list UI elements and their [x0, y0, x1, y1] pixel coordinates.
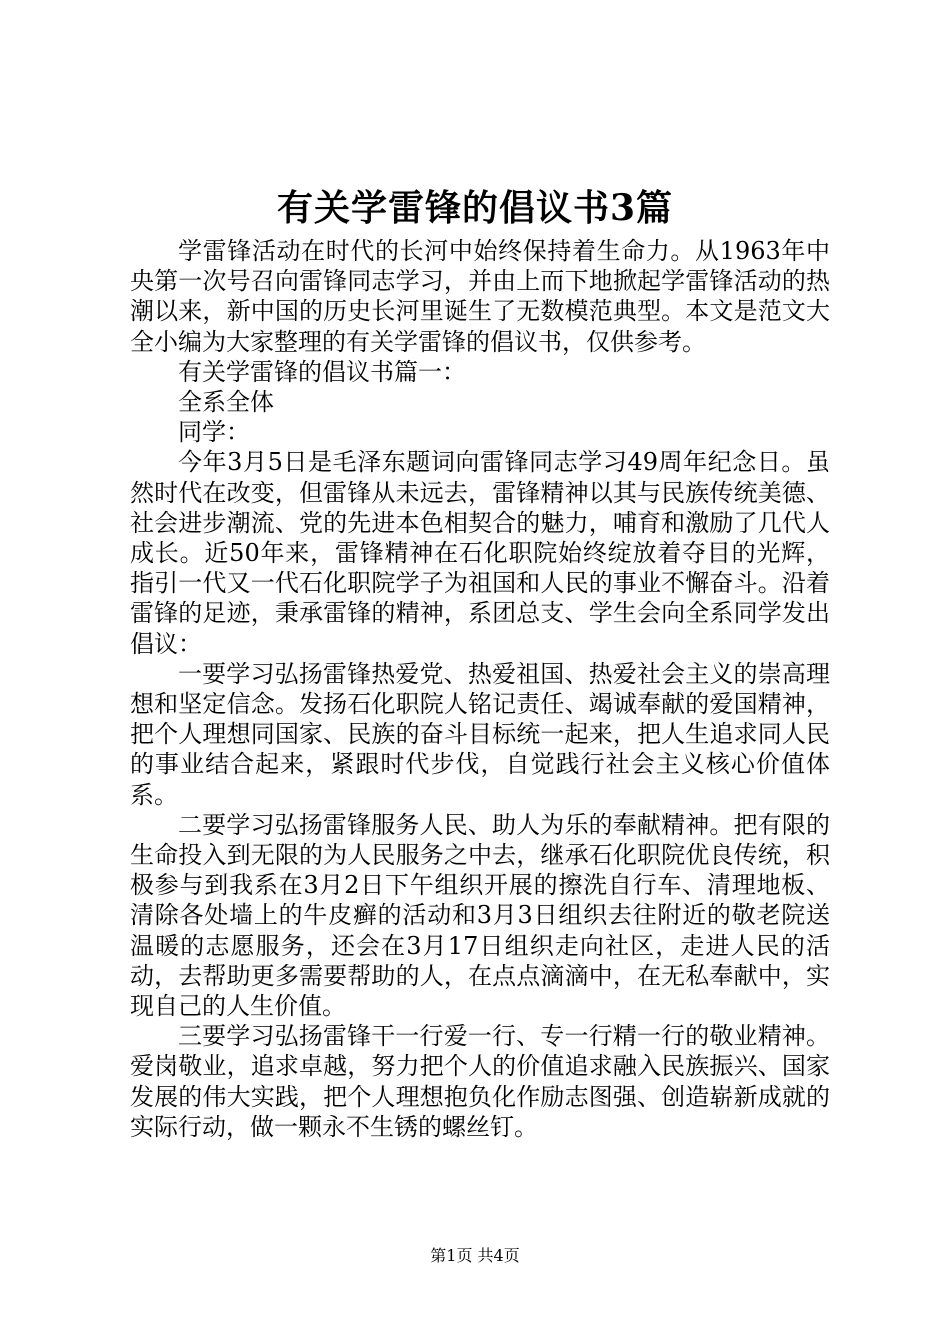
- salutation-line-2: 同学：: [178, 418, 250, 447]
- document-body: [130, 236, 830, 1142]
- salutation-line-1: 全系全体: [178, 388, 274, 417]
- proposal-item-1: 一要学习弘扬雷锋热爱党、热爱祖国、热爱社会主义的崇高理想和坚定信念。发扬石化职院人铭记责任、竭诚奉献的爱国精神，把个人理想同国家、民族的奋斗目标统一起来，把人生追求同人民的事业结合起来，紧跟时代步伐，自觉践行社会主义核心价值体系。: [130, 659, 830, 809]
- document-title: 有关学雷锋的倡议书3篇: [276, 187, 674, 229]
- proposal-item-2: 二要学习弘扬雷锋服务人民、助人为乐的奉献精神。把有限的生命投入到无限的为人民服务之中去，继承石化职院优良传统，积极参与到我系在3月2日下午组织开展的擦洗自行车、清理地板、清除各处墙上的牛皮癣的活动和3月3日组织去往附近的敬老院送温暖的志愿服务，还会在3月17日组织走向社区，走进人民的活动，去帮助更多需要帮助的人，在点点滴滴中，在无私奉献中，实现自己的人生价值。: [130, 810, 830, 1021]
- section-heading: 有关学雷锋的倡议书篇一：: [178, 357, 466, 386]
- proposal-item-3: 三要学习弘扬雷锋干一行爱一行、专一行精一行的敬业精神。爱岗敬业，追求卓越，努力把个人的价值追求融入民族振兴、国家发展的伟大实践，把个人理想抱负化作励志图强、创造崭新成就的实际行动，做一颗永不生锈的螺丝钉。: [130, 1022, 830, 1141]
- intro-paragraph: 学雷锋活动在时代的长河中始终保持着生命力。从1963年中央第一次号召向雷锋同志学习，并由上而下地掀起学雷锋活动的热潮以来，新中国的历史长河里诞生了无数模范典型。本文是范文大全小编为大家整理的有关学雷锋的倡议书，仅供参考。: [130, 237, 830, 356]
- body-paragraph: 今年3月5日是毛泽东题词向雷锋同志学习49周年纪念日。虽然时代在改变，但雷锋从未远去，雷锋精神以其与民族传统美德、社会进步潮流、党的先进本色相契合的魅力，哺育和激励了几代人成长。近50年来，雷锋精神在石化职院始终绽放着夺目的光辉，指引一代又一代石化职院学子为祖国和人民的事业不懈奋斗。沿着雷锋的足迹，秉承雷锋的精神，系团总支、学生会向全系同学发出倡议：: [130, 448, 830, 658]
- page-number-footer: 第1页 共4页: [430, 1246, 520, 1265]
